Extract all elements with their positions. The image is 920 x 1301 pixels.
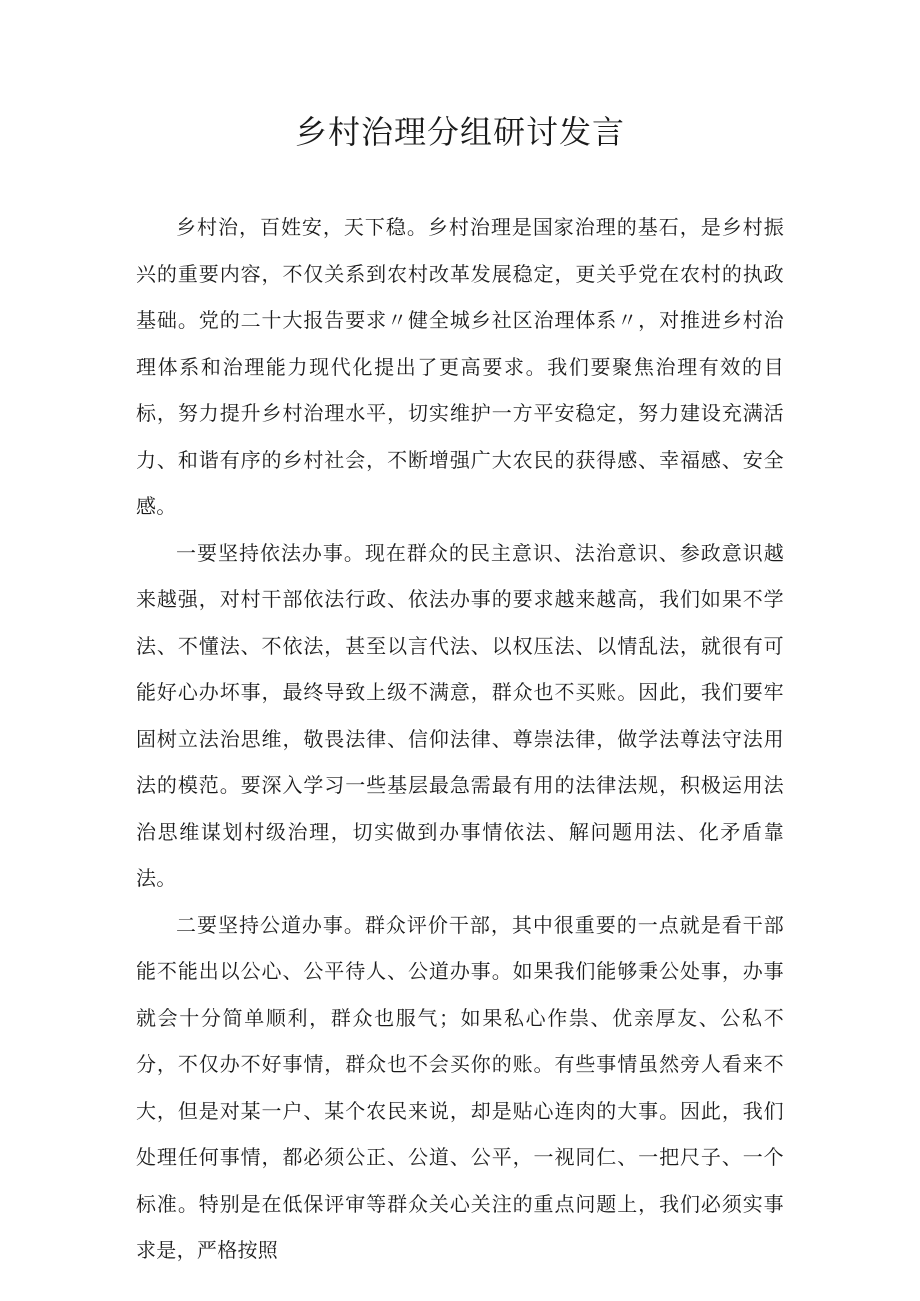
paragraph-law: 一要坚持依法办事。现在群众的民主意识、法治意识、参政意识越来越强，对村干部依法行政、依法办事的要求越来越高，我们如果不学法、不懂法、不依法，甚至以言代法、以权压法、以情乱法，就很有可能好心办坏事，最终导致上级不满意，群众也不买账。因此，我们要牢固树立法治思维，敬畏法律、信仰法律、尊崇法律，做学法尊法守法用法的模范。要深入学习一些基层最急需最有用的法律法规，积极运用法治思维谋划村级治理，切实做到办事情依法、解问题用法、化矛盾靠法。: [136, 540, 784, 890]
paragraph-fairness: 二要坚持公道办事。群众评价干部，其中很重要的一点就是看干部能不能出以公心、公平待人、公道办事。如果我们能够秉公处事，办事就会十分简单顺利，群众也服气；如果私心作祟、优亲厚友、公私不分，不仅办不好事情，群众也不会买你的账。有些事情虽然旁人看来不大，但是对某一户、某个农民来说，却是贴心连肉的大事。因此，我们处理任何事情，都必须公正、公道、公平，一视同仁、一把尺子、一个标准。特别是在低保评审等群众关心关注的重点问题上，我们必须实事求是，严格按照: [136, 912, 784, 1262]
document-body: [136, 204, 784, 1274]
document-title: 乡村治理分组研讨发言: [294, 113, 625, 151]
paragraph-intro: 乡村治，百姓安，天下稳。乡村治理是国家治理的基石，是乡村振兴的重要内容，不仅关系到农村改革发展稳定，更关乎党在农村的执政基础。党的二十大报告要求〃健全城乡社区治理体系〃，对推进乡村治理体系和治理能力现代化提出了更高要求。我们要聚焦治理有效的目标，努力提升乡村治理水平，切实维护一方平安稳定，努力建设充满活力、和谐有序的乡村社会，不断增强广大农民的获得感、幸福感、安全感。: [136, 215, 784, 518]
